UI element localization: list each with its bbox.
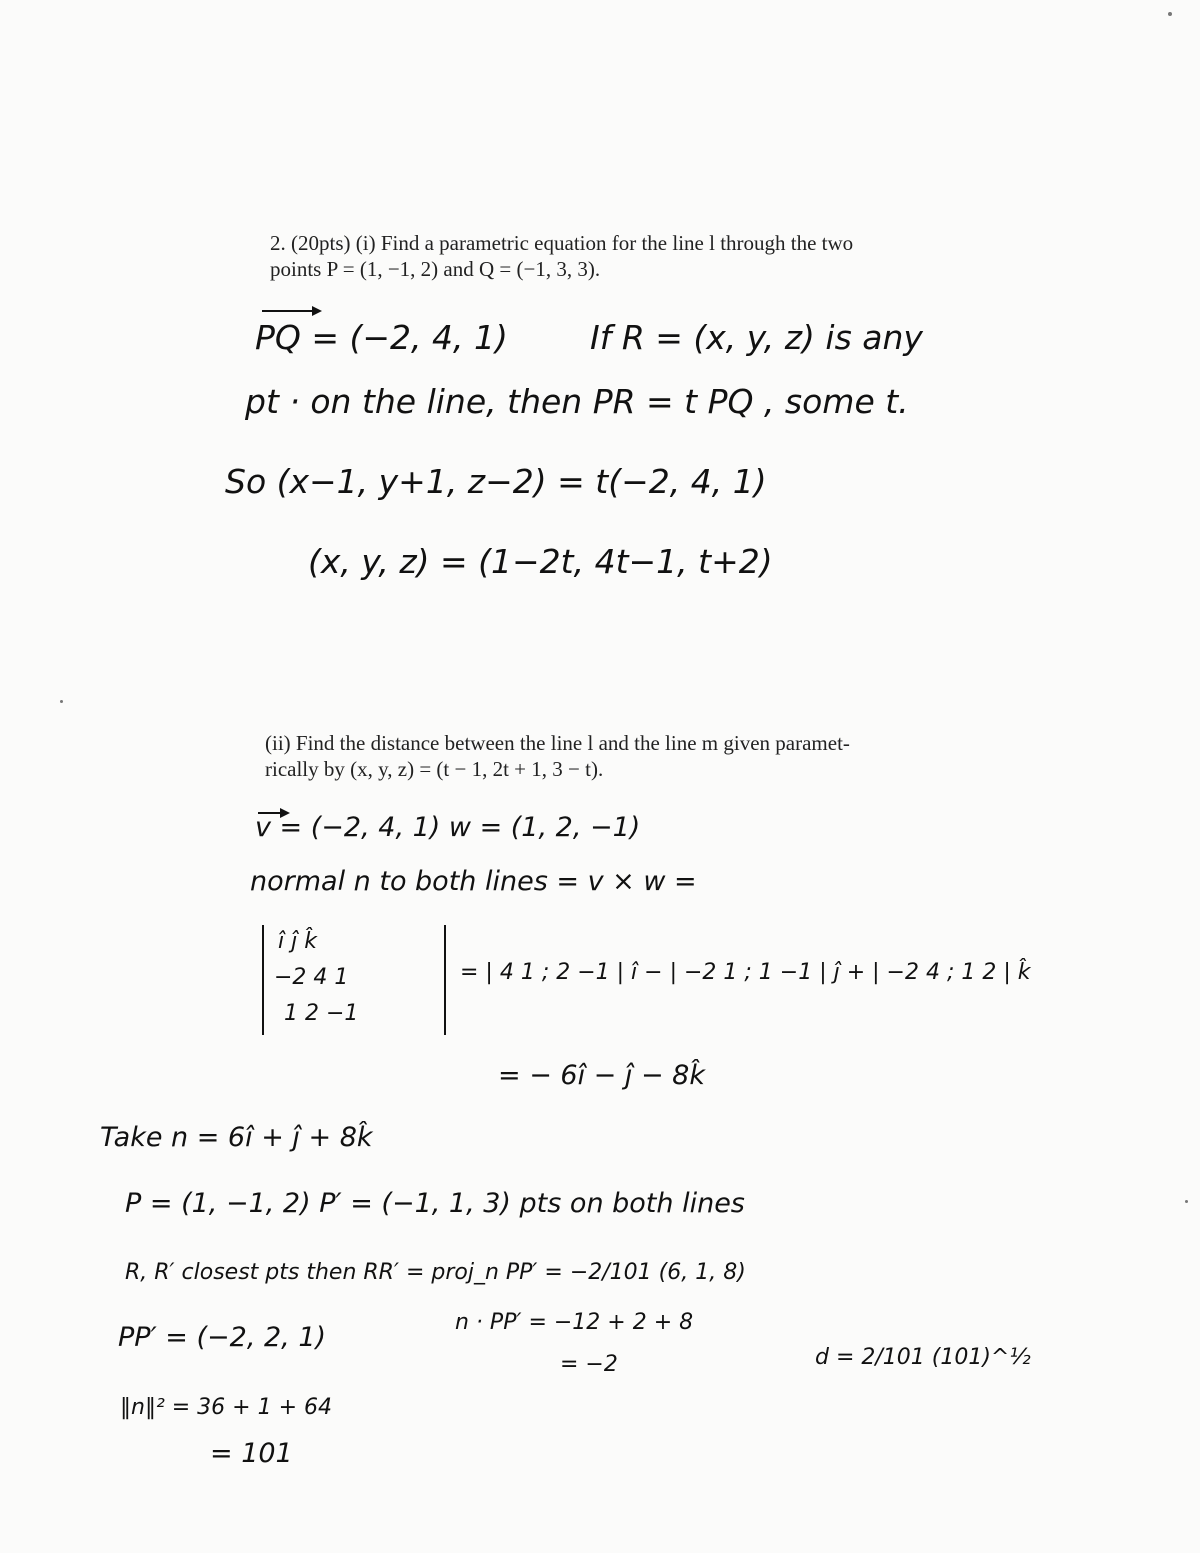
normal-line: normal n to both lines = v × w =: [250, 866, 697, 897]
direction-vectors-line: v = (−2, 4, 1) w = (1, 2, −1): [255, 812, 641, 843]
points-line: P = (1, −1, 2) P′ = (−1, 1, 3) pts on both lines: [125, 1188, 745, 1219]
det-row-3: 1 2 −1: [284, 1001, 359, 1026]
problem-part2-line2: rically by (x, y, z) = (t − 1, 2t + 1, 3 − t).: [265, 757, 604, 781]
dot-product-line: n · PP′ = −12 + 2 + 8: [455, 1310, 694, 1335]
det-row-1: î ĵ k̂: [278, 929, 317, 954]
cross-product-result: = − 6î − ĵ − 8k̂: [498, 1060, 705, 1091]
pq-arrow: [262, 310, 320, 312]
norm-result: = 101: [210, 1438, 293, 1469]
problem-part1-line2: points P = (1, −1, 2) and Q = (−1, 3, 3).: [270, 257, 601, 281]
scan-speck: [1168, 12, 1172, 16]
problem-part1-line1: 2. (20pts) (i) Find a parametric equation for the line l through the two: [270, 231, 854, 255]
pp-vector-line: PP′ = (−2, 2, 1): [118, 1322, 327, 1353]
dot-product-result: = −2: [560, 1352, 618, 1377]
norm-line: ‖n‖² = 36 + 1 + 64: [120, 1395, 333, 1420]
problem-part2-line1: (ii) Find the distance between the line l and the line m given paramet-: [265, 731, 850, 755]
pr-relation-line: pt · on the line, then PR = t PQ , some t.: [245, 382, 909, 421]
scan-speck: [60, 700, 63, 703]
take-normal-line: Take n = 6î + ĵ + 8k̂: [100, 1122, 373, 1153]
scan-speck: [1185, 1200, 1188, 1203]
cross-product-determinant: [262, 925, 446, 1035]
distance-result: d = 2/101 (101)^½: [815, 1345, 1031, 1370]
pq-vector-line: PQ = (−2, 4, 1): [255, 318, 508, 357]
so-equation-line: So (x−1, y+1, z−2) = t(−2, 4, 1): [225, 462, 767, 501]
problem-part1: [270, 230, 990, 282]
problem-part2: [265, 730, 995, 782]
determinant-expansion: = | 4 1 ; 2 −1 | î − | −2 1 ; 1 −1 | ĵ + | −2 4 ; 1 2 | k̂: [460, 960, 1031, 985]
det-row-2: −2 4 1: [274, 965, 349, 990]
parametric-result-line: (x, y, z) = (1−2t, 4t−1, t+2): [308, 542, 773, 581]
r-point-line: If R = (x, y, z) is any: [590, 318, 923, 357]
closest-points-line: R, R′ closest pts then RR′ = proj_n PP′ = −2/101 (6, 1, 8): [125, 1260, 746, 1285]
